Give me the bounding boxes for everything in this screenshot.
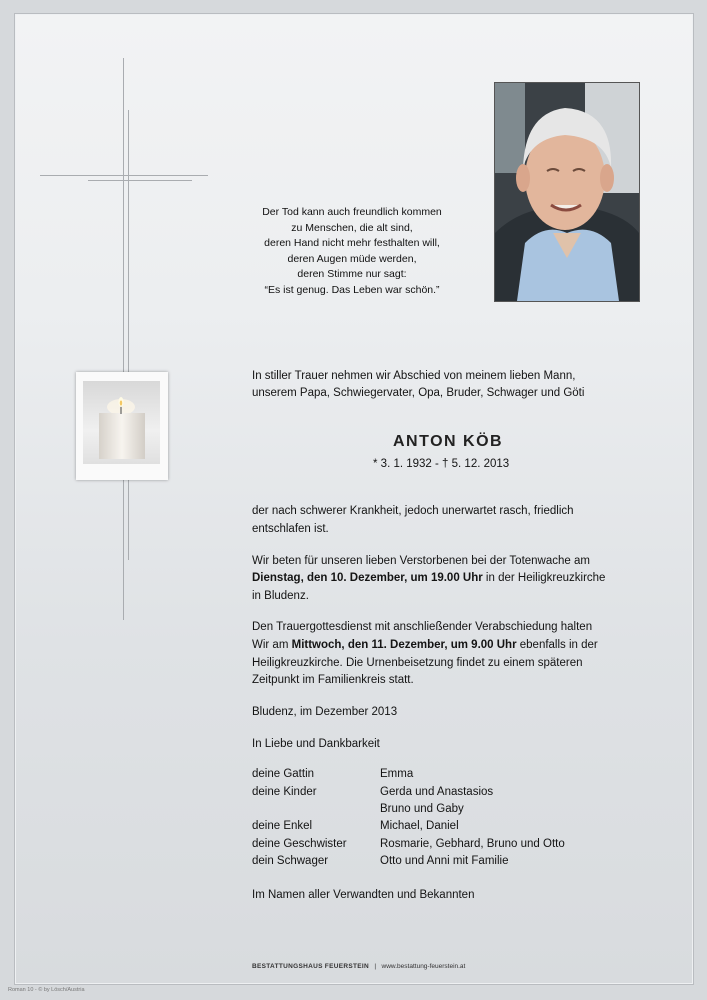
funeral-text: Den Trauergottesdienst mit anschließender Verabschiedung halten <box>252 621 593 633</box>
relative-label: deine Enkel <box>252 820 313 832</box>
footer-separator: | <box>374 963 377 970</box>
funeral-text <box>252 637 598 655</box>
funeral-text-start: Wir am <box>252 639 292 651</box>
closing-text: In Liebe und Dankbarkeit <box>252 738 380 750</box>
candle-icon <box>83 381 160 464</box>
relative-label: deine Kinder <box>252 786 317 798</box>
funeral-text: Zeitpunkt im Familienkreis statt. <box>252 674 414 686</box>
poem-line: zu Menschen, die alt sind, <box>291 221 413 234</box>
candle-picture <box>76 372 168 480</box>
death-text: entschlafen ist. <box>252 523 329 535</box>
company-name: BESTATTUNGSHAUS FEUERSTEIN <box>252 963 369 970</box>
wake-location: in der Heiligkreuzkirche <box>482 572 606 584</box>
relative-label: deine Geschwister <box>252 838 347 850</box>
life-dates: * 3. 1. 1932 - † 5. 12. 2013 <box>373 458 510 470</box>
relative-names: Otto und Anni mit Familie <box>380 855 509 867</box>
poem-line: “Es ist genug. Das Leben war schön.” <box>264 283 440 296</box>
relative-names: Gerda und Anastasios <box>380 786 494 798</box>
website-link[interactable]: www.bestattung-feuerstein.at <box>381 963 466 970</box>
relative-label: dein Schwager <box>252 855 329 867</box>
funeral-date: Mittwoch, den 11. Dezember, um 9.00 Uhr <box>291 639 517 651</box>
portrait-photo <box>494 82 640 302</box>
intro-line: unserem Papa, Schwiegervater, Opa, Bruder, Schwager und Göti <box>252 387 585 399</box>
relative-names: Rosmarie, Gebhard, Bruno und Otto <box>380 838 565 850</box>
relative-label: deine Gattin <box>252 768 315 780</box>
poem <box>222 205 482 299</box>
wake-text <box>252 570 605 588</box>
wake-date: Dienstag, den 10. Dezember, um 19.00 Uhr <box>252 572 483 584</box>
funeral-text: Heiligkreuzkirche. Die Urnenbeisetzung findet zu einem späteren <box>252 657 583 669</box>
footer <box>252 963 465 970</box>
wake-text: in Bludenz. <box>252 590 309 602</box>
poem-line: Der Tod kann auch freundlich kommen <box>262 206 442 218</box>
poem-line: deren Augen müde werden, <box>287 252 417 265</box>
place-date: Bludenz, im Dezember 2013 <box>252 706 398 718</box>
death-text: der nach schwerer Krankheit, jedoch unerwartet rasch, friedlich <box>252 505 574 517</box>
funeral-text-rest: ebenfalls in der <box>516 639 598 651</box>
wake-text: Wir beten für unseren lieben Verstorbenen bei der Totenwache am <box>252 555 590 567</box>
deceased-name: ANTON KÖB <box>393 433 504 450</box>
relative-names: Emma <box>380 768 414 780</box>
signoff-text: Im Namen aller Verwandten und Bekannten <box>252 889 475 901</box>
poem-line: deren Hand nicht mehr festhalten will, <box>264 237 440 250</box>
relative-names: Michael, Daniel <box>380 820 459 832</box>
intro-line: In stiller Trauer nehmen wir Abschied von meinem lieben Mann, <box>252 370 576 382</box>
relative-names: Bruno und Gaby <box>380 803 464 815</box>
portrait-image <box>495 83 639 301</box>
template-credit: Roman 10 - © by Lösch/Austria <box>8 987 85 993</box>
poem-line: deren Stimme nur sagt: <box>297 268 407 281</box>
